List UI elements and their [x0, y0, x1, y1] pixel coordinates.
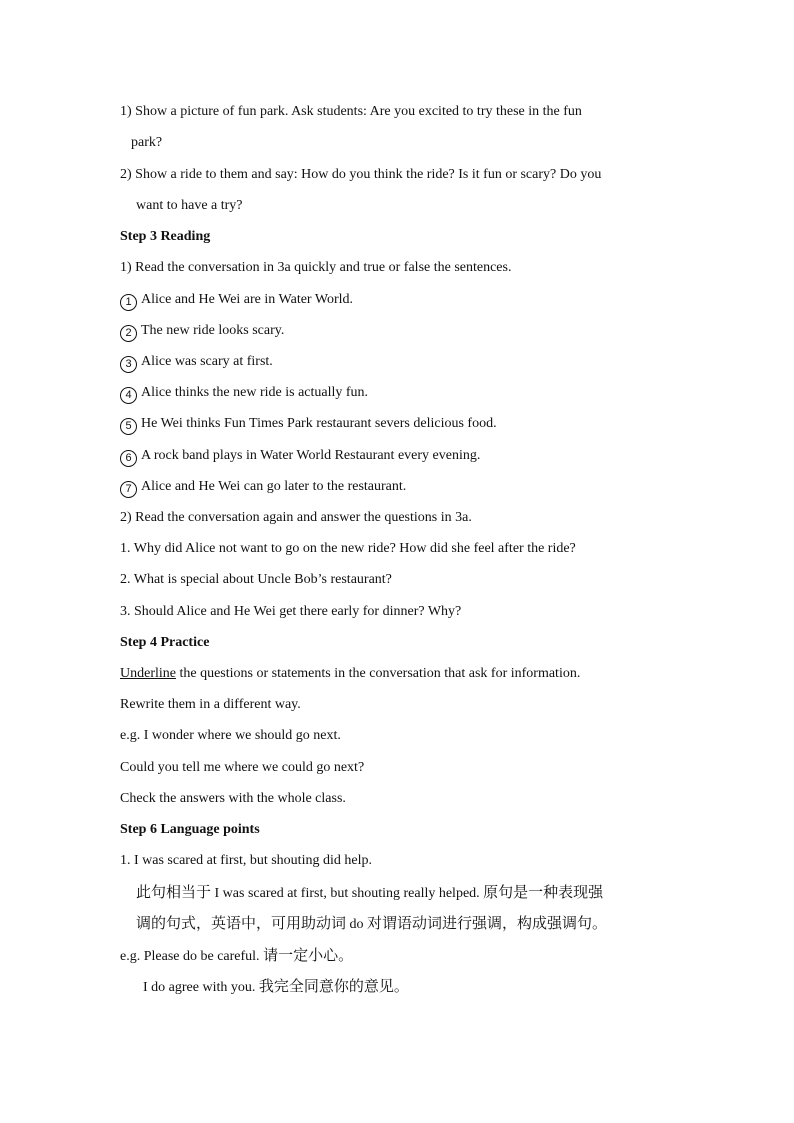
explanation-zh-end: 原句是一种表现强	[483, 883, 604, 901]
circled-number: 3	[120, 356, 137, 373]
intro-item-1-line-2: park?	[131, 135, 163, 150]
step3-task-2: 2) Read the conversation again and answer the questions in 3a.	[120, 510, 472, 525]
step4-line-5: Check the answers with the whole class.	[120, 791, 346, 806]
example-1-en: e.g. Please do be careful.	[120, 949, 264, 964]
step4-example-rewrite: Could you tell me where we could go next?	[120, 760, 365, 775]
circled-number: 4	[120, 387, 137, 404]
example-2-en: I do agree with you.	[143, 980, 259, 995]
language-point-1: 1. I was scared at first, but shouting did help.	[120, 853, 372, 868]
statement-3	[120, 353, 680, 373]
statement-6	[120, 447, 680, 467]
statement-text: Alice and He Wei can go later to the restaurant.	[141, 479, 407, 494]
statement-text: He Wei thinks Fun Times Park restaurant severs delicious food.	[141, 416, 497, 431]
question-3: 3. Should Alice and He Wei get there early for dinner? Why?	[120, 604, 462, 619]
statement-1	[120, 291, 680, 311]
intro-item-2-line-2: want to have a try?	[136, 198, 243, 213]
circled-number: 6	[120, 450, 137, 467]
circled-number: 7	[120, 481, 137, 498]
step3-task-1: 1) Read the conversation in 3a quickly and true or false the sentences.	[120, 260, 512, 275]
statement-7	[120, 478, 680, 498]
step4-example: e.g. I wonder where we should go next.	[120, 728, 341, 743]
explanation-line-2-do: do	[346, 917, 368, 932]
step4-line-1	[120, 665, 680, 683]
example-2-zh: 我完全同意你的意见。	[258, 977, 409, 995]
question-2: 2. What is special about Uncle Bob’s restaurant?	[120, 572, 392, 587]
statement-text: Alice was scary at first.	[141, 354, 273, 369]
circled-number: 2	[120, 325, 137, 342]
statement-text: Alice and He Wei are in Water World.	[141, 292, 353, 307]
step4-heading: Step 4 Practice	[120, 635, 210, 650]
explanation-en: I was scared at first, but shouting really helped.	[211, 886, 484, 901]
example-1-zh: 请一定小心。	[263, 946, 354, 964]
circled-number: 1	[120, 294, 137, 311]
explanation-zh-start: 此句相当于	[136, 883, 212, 901]
intro-item-2-line-1: 2) Show a ride to them and say: How do you think the ride? Is it fun or scary? Do you	[120, 167, 602, 182]
step3-heading: Step 3 Reading	[120, 229, 211, 244]
intro-item-1-line-1: 1) Show a picture of fun park. Ask students: Are you excited to try these in the fun	[120, 104, 582, 119]
statement-text: Alice thinks the new ride is actually fun.	[141, 385, 369, 400]
statement-4	[120, 384, 680, 404]
explanation-line-1	[136, 883, 696, 903]
step4-line-1-text: the questions or statements in the conversation that ask for information.	[175, 666, 581, 681]
statement-5	[120, 415, 680, 435]
step4-line-2: Rewrite them in a different way.	[120, 697, 301, 712]
explanation-line-2-zh-a: 调的句式，英语中，可用助动词	[136, 914, 347, 932]
explanation-line-2-zh-b: 对谓语动词进行强调，构成强调句。	[367, 914, 608, 932]
example-2	[143, 977, 703, 997]
statement-text: A rock band plays in Water World Restaurant every evening.	[141, 448, 481, 463]
statement-2	[120, 322, 680, 342]
step6-heading: Step 6 Language points	[120, 822, 260, 837]
circled-number: 5	[120, 418, 137, 435]
statement-text: The new ride looks scary.	[141, 323, 285, 338]
example-1	[120, 946, 680, 966]
explanation-line-2	[136, 914, 696, 934]
underline-word: Underline	[120, 666, 176, 681]
question-1: 1. Why did Alice not want to go on the new ride? How did she feel after the ride?	[120, 541, 576, 556]
